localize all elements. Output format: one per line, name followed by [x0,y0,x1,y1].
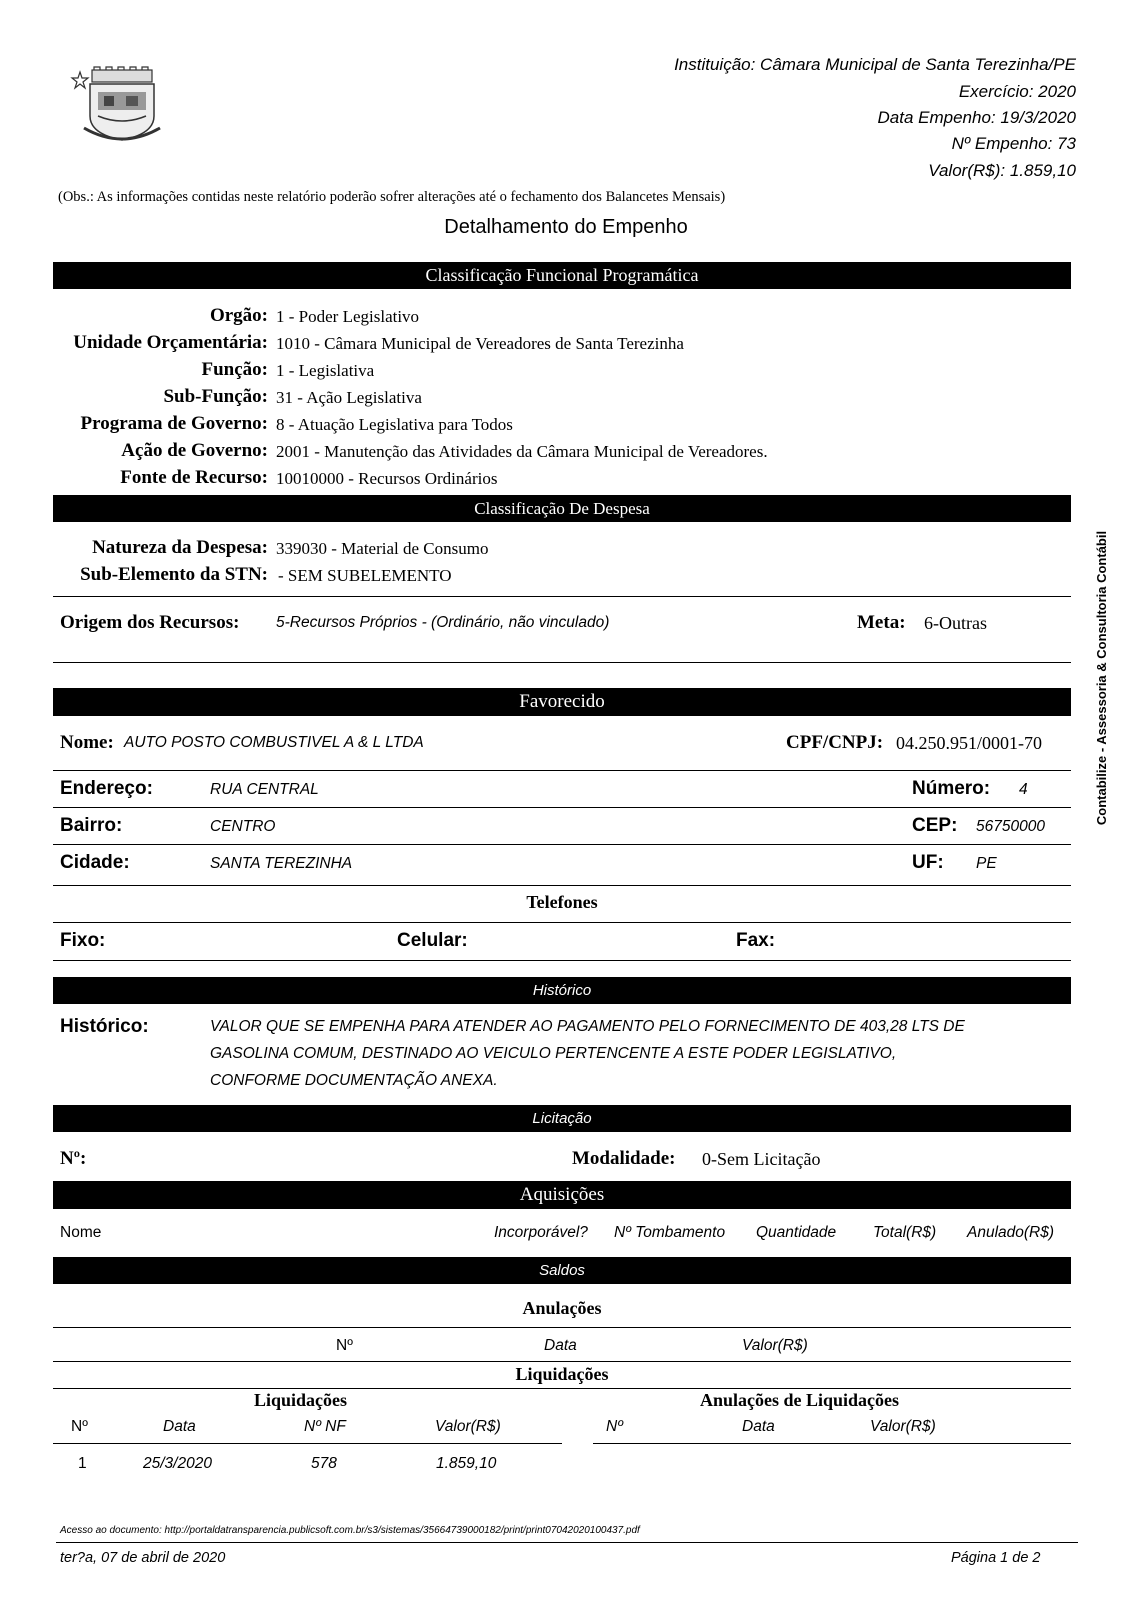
endereco-value: RUA CENTRAL [210,781,319,798]
brasao-municipal-icon [68,66,164,146]
cf-row-value: 1 - Poder Legislativo [276,307,420,326]
liq-row-num: 1 [78,1455,87,1472]
nome-label: Nome: [60,732,114,753]
modalidade-value: 0-Sem Licitação [702,1149,821,1169]
cf-row-label: Programa de Governo: [80,413,268,434]
acesso-link[interactable]: Acesso ao documento: http://portaldatransparencia.publicsoft.com.br/s3/sistemas/35664739000182/print/print07042020100437.pdf [60,1525,640,1536]
celular-label: Celular: [397,930,468,951]
anulacoes-col-num: Nº [336,1337,353,1354]
licitacao-num-label: Nº: [60,1148,87,1169]
side-credit-text: Contabilize - Assessoria & Consultoria Contábil [1094,530,1109,826]
cf-row-value: 10010000 - Recursos Ordinários [276,469,498,488]
exercicio-text: Exercício: 2020 [958,82,1076,101]
cpf-value: 04.250.951/0001-70 [896,733,1042,753]
liq-row-valor: 1.859,10 [436,1455,497,1472]
anulacoes-col-data: Data [544,1337,577,1354]
uf-value: PE [976,855,997,872]
fixo-label: Fixo: [60,930,106,951]
anulacoes-liquidacoes-subtitle: Anulações de Liquidações [700,1390,900,1410]
anul-liq-col-valor: Valor(R$) [870,1418,936,1435]
favorecido-bar: Favorecido [53,688,1071,716]
historico-label: Histórico: [60,1016,149,1037]
num-empenho-text: Nº Empenho: 73 [951,134,1076,153]
numero-value: 4 [1019,781,1028,798]
footer-divider [56,1542,1078,1543]
meta-label: Meta: [857,612,906,633]
uf-label: UF: [912,852,944,873]
endereco-label: Endereço: [60,778,153,799]
footer-date: ter?a, 07 de abril de 2020 [60,1550,226,1566]
natureza-label: Natureza da Despesa: [92,537,268,558]
divider [53,1327,1071,1328]
liq-col-data: Data [163,1418,196,1435]
cf-row-label: Sub-Função: [163,386,268,407]
divider [53,807,1071,808]
nome-value: AUTO POSTO COMBUSTIVEL A & L LTDA [124,734,424,751]
liquidacoes-title: Liquidações [515,1364,609,1384]
origem-value: 5-Recursos Próprios - (Ordinário, não vinculado) [276,614,610,631]
cep-label: CEP: [912,815,958,836]
liq-col-valor: Valor(R$) [435,1418,501,1435]
liq-row-nf: 578 [311,1455,337,1472]
classificacao-funcional-bar: Classificação Funcional Programática [53,262,1071,289]
divider [53,922,1071,923]
bairro-value: CENTRO [210,818,276,835]
anul-liq-col-num: Nº [606,1418,623,1435]
bairro-label: Bairro: [60,815,123,836]
sub-elemento-label: Sub-Elemento da STN: [80,564,268,585]
divider [593,1443,1071,1444]
divider [53,885,1071,886]
divider [53,596,1071,597]
historico-line-3: CONFORME DOCUMENTAÇÃO ANEXA. [210,1072,498,1089]
licitacao-bar: Licitação [53,1105,1071,1132]
divider [53,1361,1071,1362]
telefones-title: Telefones [526,892,598,912]
divider [53,844,1071,845]
cf-row-value: 1010 - Câmara Municipal de Vereadores de Santa Terezinha [276,334,684,353]
cf-row-label: Unidade Orçamentária: [73,332,268,353]
page-title: Detalhamento do Empenho [444,216,688,238]
valor-text: Valor(R$): 1.859,10 [928,161,1076,180]
saldos-bar: Saldos [53,1257,1071,1284]
cf-row-label: Ação de Governo: [121,440,268,461]
aquisicoes-col-total: Total(R$) [873,1224,937,1241]
cep-value: 56750000 [976,818,1045,835]
divider [53,1388,1071,1389]
aquisicoes-bar: Aquisições [53,1181,1071,1209]
anul-liq-col-data: Data [742,1418,775,1435]
instituicao-text: Instituição: Câmara Municipal de Santa Terezinha/PE [674,55,1076,74]
numero-label: Número: [912,778,991,799]
liq-row-data: 25/3/2020 [143,1455,212,1472]
aquisicoes-col-nome: Nome [60,1224,102,1241]
liq-col-num: Nº [71,1418,88,1435]
cidade-label: Cidade: [60,852,130,873]
natureza-value: 339030 - Material de Consumo [276,539,489,558]
aquisicoes-col-incorporavel: Incorporável? [494,1224,588,1241]
divider [53,1443,562,1444]
modalidade-label: Modalidade: [572,1148,676,1169]
cf-row-label: Orgão: [209,305,268,326]
aquisicoes-col-tombamento: Nº Tombamento [614,1224,726,1241]
historico-bar: Histórico [53,977,1071,1004]
page-number: Página 1 de 2 [951,1550,1041,1566]
obs-note: (Obs.: As informações contidas neste relatório poderão sofrer alterações até o fechamento dos Balancetes Mensais) [58,189,726,205]
cidade-value: SANTA TEREZINHA [210,855,353,872]
meta-value: 6-Outras [924,613,987,633]
historico-line-2: GASOLINA COMUM, DESTINADO AO VEICULO PERTENCENTE A ESTE PODER LEGISLATIVO, [210,1045,897,1062]
cpf-label: CPF/CNPJ: [786,732,884,753]
aquisicoes-col-anulado: Anulado(R$) [967,1224,1055,1241]
cf-row-label: Fonte de Recurso: [120,467,268,488]
divider [53,662,1071,663]
data-empenho-text: Data Empenho: 19/3/2020 [877,108,1076,127]
cf-row-label: Função: [201,359,268,380]
sub-elemento-value: - SEM SUBELEMENTO [278,566,452,585]
anulacoes-col-valor: Valor(R$) [742,1337,808,1354]
aquisicoes-col-quantidade: Quantidade [756,1224,837,1241]
fax-label: Fax: [736,930,776,951]
anulacoes-title: Anulações [522,1298,602,1318]
cf-row-value: 8 - Atuação Legislativa para Todos [276,415,513,434]
liq-col-nf: Nº NF [304,1418,346,1435]
divider [53,960,1071,961]
cf-row-value: 31 - Ação Legislativa [276,388,422,407]
cf-row-value: 1 - Legislativa [276,361,375,380]
classificacao-despesa-bar: Classificação De Despesa [53,495,1071,522]
table-row [53,1455,562,1479]
origem-label: Origem dos Recursos: [60,612,240,633]
divider [53,770,1071,771]
historico-line-1: VALOR QUE SE EMPENHA PARA ATENDER AO PAGAMENTO PELO FORNECIMENTO DE 403,28 LTS DE [210,1018,965,1035]
cf-row-value: 2001 - Manutenção das Atividades da Câmara Municipal de Vereadores. [276,442,768,461]
liquidacoes-subtitle: Liquidações [254,1390,348,1410]
